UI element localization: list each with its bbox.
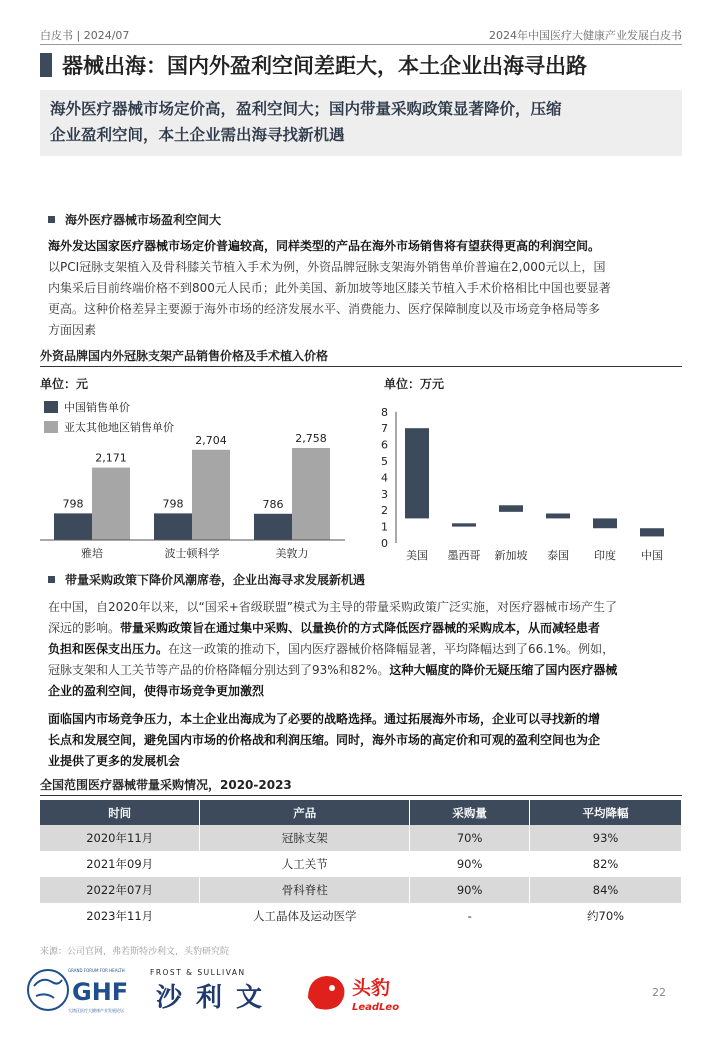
bar bbox=[92, 468, 130, 540]
para-line: 海外发达国家医疗器械市场定价普遍较高，同样类型的产品在海外市场销售将有望获得更高的利润空间。 bbox=[48, 239, 601, 253]
surgery-range-chart bbox=[370, 395, 680, 565]
frost-cn-text: 沙利文 bbox=[156, 983, 277, 1013]
bar-value-label: 2,171 bbox=[95, 451, 127, 465]
leadleo-en-text: LeadLeo bbox=[352, 1002, 400, 1013]
category-label: 波士顿科学 bbox=[164, 547, 220, 560]
cell: 90% bbox=[410, 877, 530, 903]
cell: 人工关节 bbox=[200, 851, 410, 877]
y-tick-label: 8 bbox=[381, 405, 388, 419]
category-label: 新加坡 bbox=[494, 549, 528, 562]
header-divider bbox=[40, 44, 682, 45]
range-bar bbox=[405, 428, 429, 518]
category-label: 美敦力 bbox=[275, 547, 309, 560]
range-bar bbox=[593, 518, 617, 528]
bullet-square-icon bbox=[48, 576, 55, 583]
procurement-table bbox=[40, 800, 682, 929]
y-tick-label: 6 bbox=[381, 438, 388, 452]
bar bbox=[154, 513, 192, 540]
bar-value-label: 2,758 bbox=[295, 432, 327, 445]
cell: 90% bbox=[410, 851, 530, 877]
category-label: 中国 bbox=[641, 549, 663, 562]
ghf-text: GHF bbox=[72, 978, 129, 1006]
table-divider bbox=[40, 795, 682, 796]
range-bar bbox=[499, 505, 523, 512]
header-left: 白皮书 | 2024/07 bbox=[40, 29, 130, 42]
cell: - bbox=[410, 903, 530, 929]
title-marker bbox=[40, 53, 52, 77]
para-line: 负担和医保支出压力。在这一政策的推动下，国内医疗器械价格降幅显著，平均降幅达到了66.1%。例如， bbox=[48, 642, 615, 656]
y-tick-label: 4 bbox=[381, 471, 388, 485]
cell: 2021年09月 bbox=[40, 851, 200, 877]
chart1-unit: 单位：元 bbox=[40, 377, 89, 391]
ghf-small-bottom: 大湾区医疗大健康产业发展论坛 bbox=[68, 1008, 124, 1013]
category-label: 雅培 bbox=[81, 547, 103, 560]
page-title: 器械出海：国内外盈利空间差距大，本土企业出海寻出路 bbox=[62, 54, 587, 78]
table-row bbox=[40, 851, 682, 877]
cell: 约70% bbox=[530, 903, 682, 929]
legend-swatch bbox=[44, 421, 58, 433]
bar bbox=[54, 513, 92, 540]
category-label: 泰国 bbox=[547, 549, 569, 562]
category-label: 美国 bbox=[406, 549, 428, 562]
leadleo-cn-text: 头豹 bbox=[352, 977, 391, 999]
section1-paragraph bbox=[48, 236, 676, 341]
frost-top-text: FROST & SULLIVAN bbox=[150, 968, 246, 977]
section2-paragraph-2 bbox=[48, 709, 676, 772]
category-label: 印度 bbox=[594, 549, 616, 562]
table-title: 全国范围医疗器械带量采购情况，2020-2023 bbox=[40, 778, 292, 792]
cell: 2022年07月 bbox=[40, 877, 200, 903]
cell: 冠脉支架 bbox=[200, 825, 410, 851]
legend-label: 中国销售单价 bbox=[64, 401, 130, 414]
price-bar-chart bbox=[40, 395, 350, 565]
legend-swatch bbox=[44, 401, 58, 413]
summary-line-2: 企业盈利空间，本土企业需出海寻找新机遇 bbox=[50, 126, 345, 144]
y-tick-label: 2 bbox=[381, 504, 388, 518]
section2-paragraph-1 bbox=[48, 597, 676, 702]
section-heading-1: 海外医疗器械市场盈利空间大 bbox=[48, 211, 221, 228]
para-line: 长点和发展空间，避免国内市场的价格战和利润压缩。同时，海外市场的高定价和可观的盈利空间也为企 bbox=[48, 733, 601, 747]
para-line: 深远的影响。带量采购政策旨在通过集中采购、以量换价的方式降低医疗器械的采购成本，从而减轻患者 bbox=[48, 621, 601, 635]
chart-divider bbox=[40, 366, 682, 367]
y-tick-label: 7 bbox=[381, 422, 388, 436]
ghf-logo bbox=[24, 962, 144, 1016]
summary-line-1: 海外医疗器械市场定价高，盈利空间大；国内带量采购政策显著降价，压缩 bbox=[50, 100, 562, 118]
range-bar bbox=[640, 528, 664, 536]
bar bbox=[292, 448, 330, 540]
cell: 人工晶体及运动医学 bbox=[200, 903, 410, 929]
cell: 2023年11月 bbox=[40, 903, 200, 929]
cell: 70% bbox=[410, 825, 530, 851]
chart-title: 外资品牌国内外冠脉支架产品销售价格及手术植入价格 bbox=[40, 349, 329, 363]
range-bar bbox=[452, 523, 476, 526]
range-bar bbox=[546, 513, 570, 518]
para-line: 内集采后目前终端价格不到800元人民币；此外美国、新加坡等地区膝关节植入手术价格相比中国也要显著 bbox=[48, 281, 611, 295]
bar-value-label: 786 bbox=[262, 497, 284, 511]
cell: 82% bbox=[530, 851, 682, 877]
para-line: 更高。这种价格差异主要源于海外市场的经济发展水平、消费能力、医疗保障制度以及市场竞争格局等多 bbox=[48, 302, 601, 316]
para-line: 企业的盈利空间，使得市场竞争更加激烈 bbox=[48, 684, 265, 698]
para-line: 业提供了更多的发展机会 bbox=[48, 754, 181, 768]
para-line: 冠脉支架和人工关节等产品的价格降幅分别达到了93%和82%。这种大幅度的降价无疑压缩了国内医疗器械 bbox=[48, 663, 618, 677]
cell: 93% bbox=[530, 825, 682, 851]
col-header-volume: 采购量 bbox=[410, 800, 530, 825]
page-number: 22 bbox=[652, 986, 666, 999]
category-label: 墨西哥 bbox=[447, 549, 481, 562]
table-header-row bbox=[40, 800, 682, 825]
col-header-time: 时间 bbox=[40, 800, 200, 825]
para-line: 面临国内市场竞争压力，本土企业出海成为了必要的战略选择。通过拓展海外市场，企业可以寻找新的增 bbox=[48, 712, 601, 726]
legend-label: 亚太其他地区销售单价 bbox=[64, 421, 174, 434]
table-row bbox=[40, 877, 682, 903]
table-row bbox=[40, 903, 682, 929]
col-header-drop: 平均降幅 bbox=[530, 800, 682, 825]
para-line: 在中国，自2020年以来，以“国采+省级联盟”模式为主导的带量采购政策广泛实施，对医疗器械市场产生了 bbox=[48, 600, 618, 614]
chart2-unit: 单位：万元 bbox=[384, 377, 445, 391]
ghf-small-top: GRAND FORUM FOR HEALTH bbox=[68, 968, 125, 973]
header-right: 2024年中国医疗大健康产业发展白皮书 bbox=[489, 29, 682, 42]
bar-value-label: 2,704 bbox=[195, 433, 227, 447]
section-heading-2: 带量采购政策下降价风潮席卷，企业出海寻求发展新机遇 bbox=[48, 571, 365, 588]
cell: 84% bbox=[530, 877, 682, 903]
bullet-square-icon bbox=[48, 216, 55, 223]
leadleo-logo bbox=[302, 968, 422, 1016]
bar-value-label: 798 bbox=[162, 497, 184, 511]
table-row bbox=[40, 825, 682, 851]
para-line: 以PCI冠脉支架植入及骨科膝关节植入手术为例，外资品牌冠脉支架海外销售单价普遍在2,000元以上，国 bbox=[48, 260, 606, 274]
cell: 骨科脊柱 bbox=[200, 877, 410, 903]
col-header-product: 产品 bbox=[200, 800, 410, 825]
bar-value-label: 798 bbox=[62, 497, 84, 511]
cell: 2020年11月 bbox=[40, 825, 200, 851]
y-tick-label: 0 bbox=[381, 537, 388, 550]
bar bbox=[254, 514, 292, 540]
frost-sullivan-logo bbox=[150, 966, 295, 1014]
para-line: 方面因素 bbox=[48, 323, 97, 337]
y-tick-label: 1 bbox=[381, 520, 388, 534]
source-note: 来源：公司官网，弗若斯特沙利文，头豹研究院 bbox=[40, 947, 230, 957]
summary-box bbox=[40, 90, 682, 156]
bar bbox=[192, 450, 230, 540]
y-tick-label: 5 bbox=[381, 455, 388, 468]
y-tick-label: 3 bbox=[381, 487, 388, 501]
